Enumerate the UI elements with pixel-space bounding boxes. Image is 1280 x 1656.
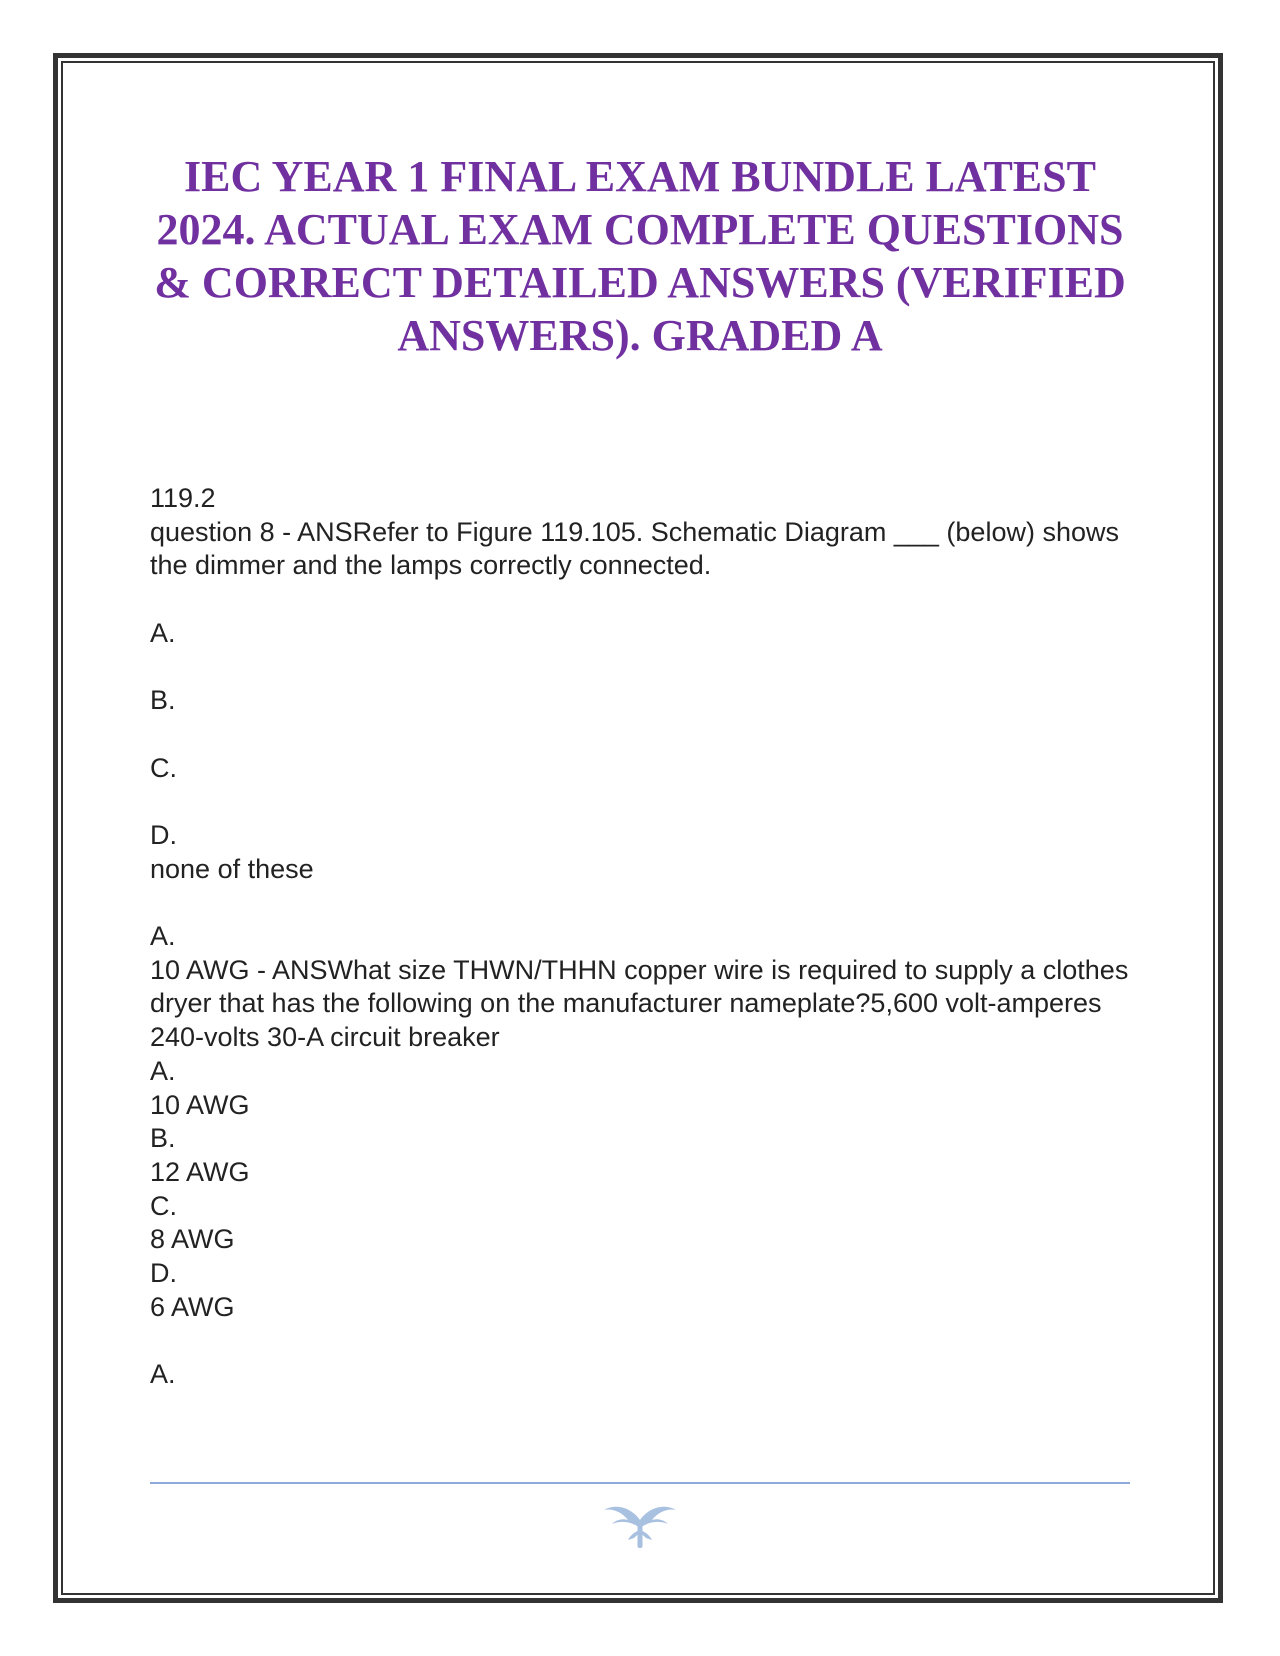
body-line: B. — [150, 685, 176, 716]
body-line: 10 AWG — [150, 1089, 250, 1120]
body-line: C. — [150, 1190, 177, 1221]
document-body — [150, 482, 1136, 1392]
body-line: C. — [150, 752, 177, 783]
body-line — [150, 583, 1130, 617]
body-line: 6 AWG — [150, 1291, 235, 1322]
body-line: D. — [150, 819, 177, 850]
body-line: A. — [150, 1359, 176, 1390]
body-line: none of these — [150, 853, 314, 884]
body-line — [150, 651, 1130, 685]
body-line: question 8 - ANSRefer to Figure 119.105. Schematic Diagram ___ (below) shows the dimmer and the lamps correctly connected. — [150, 516, 1127, 581]
body-line: 119.2 — [150, 483, 216, 513]
body-line: B. — [150, 1123, 176, 1154]
body-line: 10 AWG - ANSWhat size THWN/THHN copper wire is required to supply a clothes dryer that has the following on the manufacturer nameplate?5,600 volt-amperes 240-volts 30-A circuit breaker — [150, 954, 1136, 1053]
footer-divider — [150, 1482, 1130, 1484]
body-line: A. — [150, 1055, 176, 1086]
body-line: D. — [150, 1258, 177, 1289]
body-line — [150, 785, 1130, 819]
body-line — [150, 886, 1130, 920]
fleuron-ornament-icon — [600, 1500, 680, 1556]
body-line — [150, 1325, 1130, 1359]
body-line — [150, 718, 1130, 752]
body-line: A. — [150, 921, 176, 952]
document-title: IEC YEAR 1 FINAL EXAM BUNDLE LATEST 2024. ACTUAL EXAM COMPLETE QUESTIONS & CORRECT DETAILED ANSWERS (VERIFIED ANSWERS). GRADED A — [154, 152, 1126, 360]
body-line: A. — [150, 617, 176, 648]
body-line: 12 AWG — [150, 1156, 250, 1187]
body-line: 8 AWG — [150, 1224, 235, 1255]
